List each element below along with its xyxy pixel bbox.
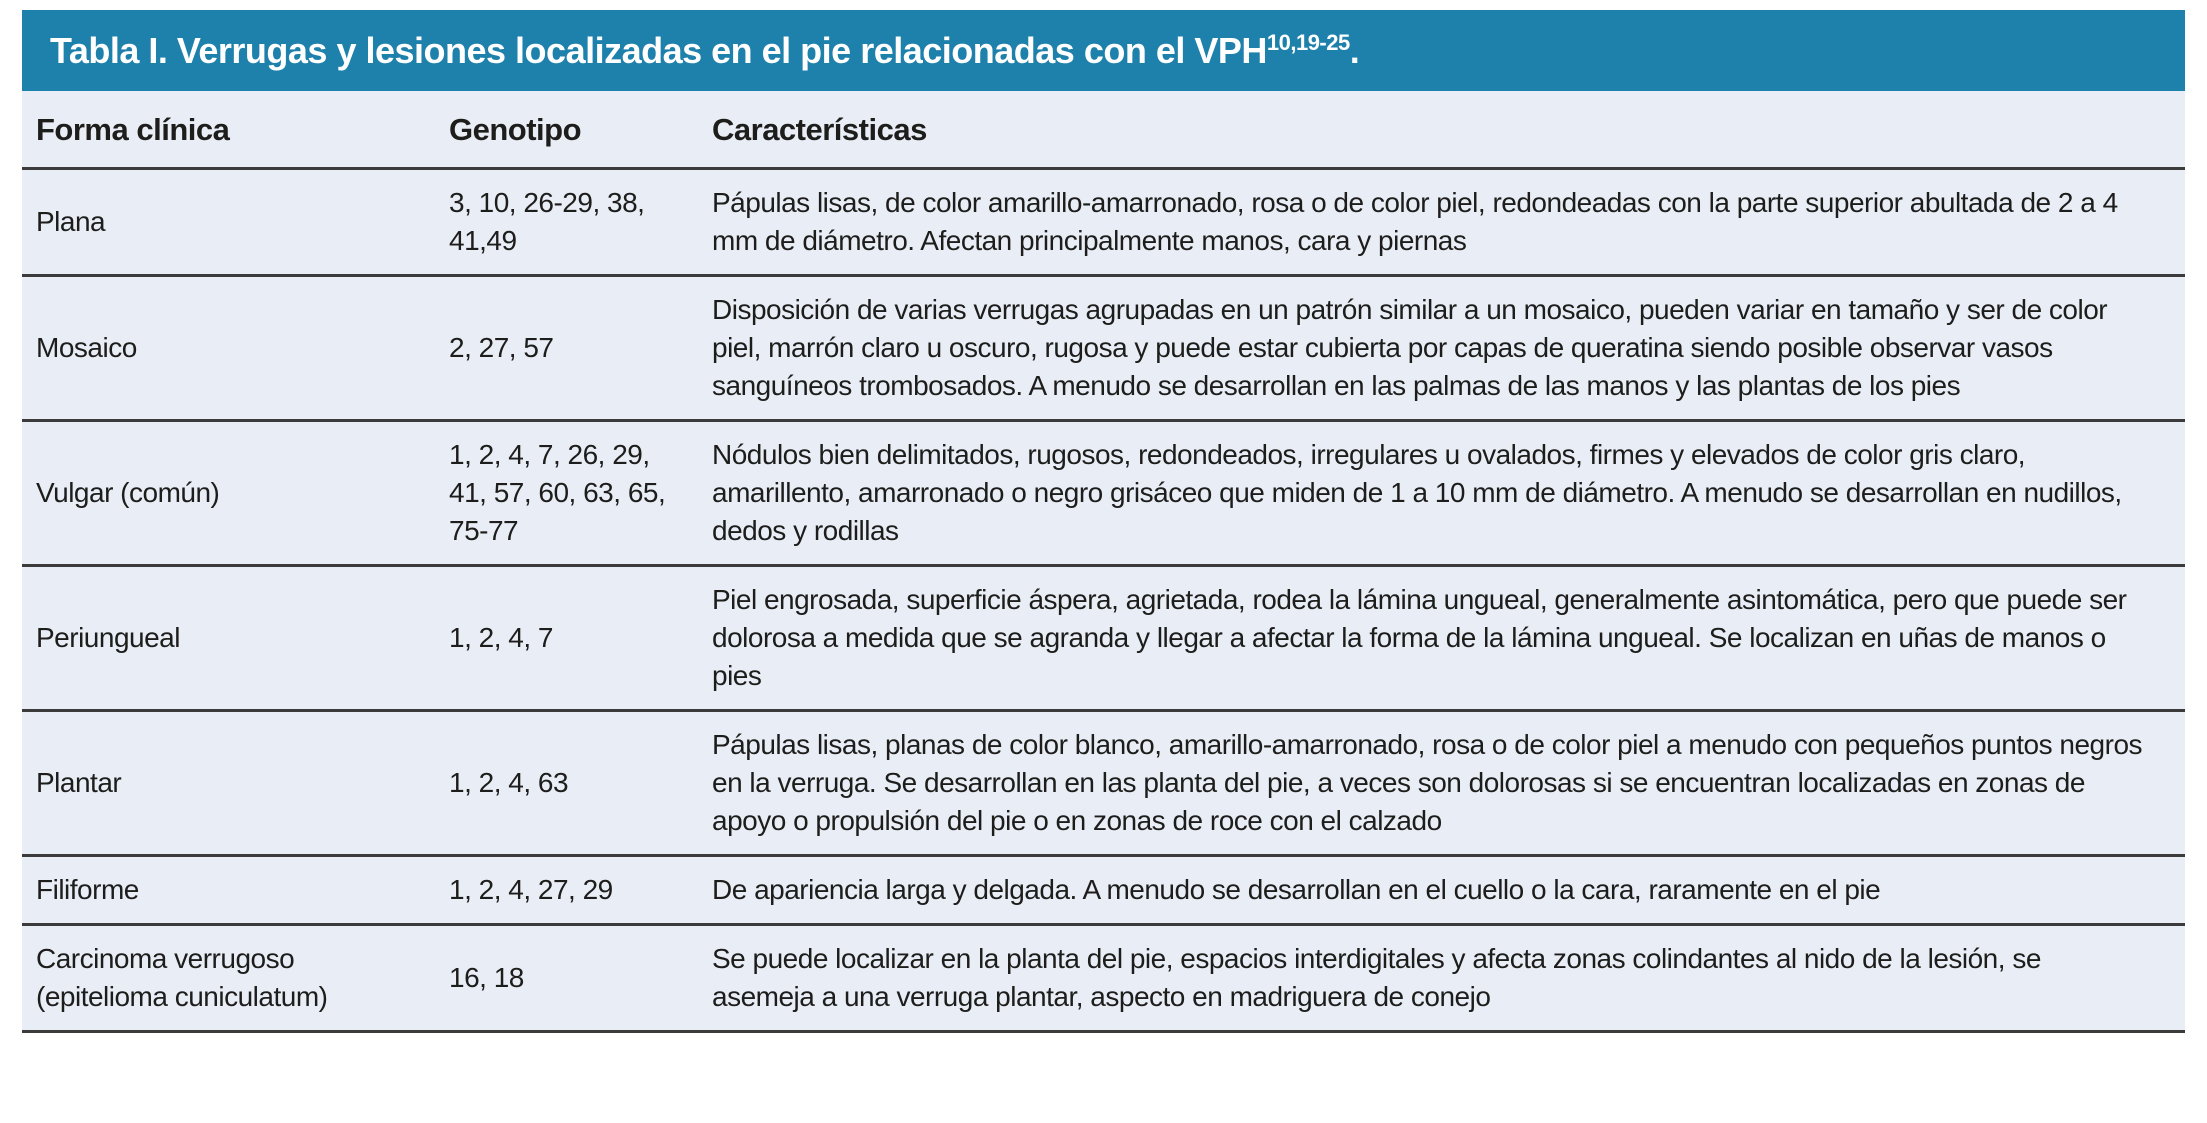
- column-header-genotipo: Genotipo: [449, 112, 582, 147]
- table-row: [22, 274, 2185, 419]
- table-row: [22, 419, 2185, 564]
- cell-genotipo: 1, 2, 4, 27, 29: [449, 874, 613, 905]
- cell-forma-clinica: Vulgar (común): [36, 477, 220, 508]
- table-title-text: Tabla I. Verrugas y lesiones localizadas en el pie relacionadas con el VPH: [50, 30, 1267, 71]
- cell-forma-clinica: Mosaico: [36, 332, 137, 363]
- cell-caracteristicas: Piel engrosada, superficie áspera, agrietada, rodea la lámina ungueal, generalmente asintomática, pero que puede ser dolorosa a medida que se agranda y llegar a afectar la forma de la lámina ungueal. Se localizan en uñas de manos o pies: [712, 584, 2127, 691]
- cell-genotipo: 1, 2, 4, 7, 26, 29, 41, 57, 60, 63, 65, 75-77: [449, 439, 666, 546]
- cell-forma-clinica: Filiforme: [36, 874, 139, 905]
- table-row: [22, 854, 2185, 923]
- table-title-reference-superscript: 10,19-25: [1266, 30, 1350, 55]
- cell-forma-clinica: Carcinoma verrugoso (epitelioma cuniculatum): [36, 943, 328, 1012]
- table-row: [22, 167, 2185, 274]
- cell-genotipo: 2, 27, 57: [449, 332, 554, 363]
- table-title-suffix: .: [1349, 30, 1360, 71]
- cell-caracteristicas: Nódulos bien delimitados, rugosos, redondeados, irregulares u ovalados, firmes y elevados de color gris claro, amarillento, amarronado o negro grisáceo que miden de 1 a 10 mm de diámetro. A menudo se desarrollan en nudillos, dedos y rodillas: [712, 439, 2122, 546]
- column-header-caracteristicas: Características: [712, 112, 927, 147]
- table-row: [22, 709, 2185, 854]
- cell-forma-clinica: Plantar: [36, 767, 122, 798]
- table-rows-container: [22, 167, 2185, 1030]
- cell-genotipo: 16, 18: [449, 962, 524, 993]
- cell-genotipo: 1, 2, 4, 7: [449, 622, 553, 653]
- column-header-forma-clinica: Forma clínica: [36, 112, 230, 147]
- cell-caracteristicas: Se puede localizar en la planta del pie, espacios interdigitales y afecta zonas colindantes al nido de la lesión, se asemeja a una verruga plantar, aspecto en madriguera de conejo: [712, 943, 2041, 1012]
- cell-caracteristicas: Disposición de varias verrugas agrupadas en un patrón similar a un mosaico, pueden variar en tamaño y ser de color piel, marrón claro u oscuro, rugosa y puede estar cubierta por capas de queratina siendo posible observar vasos sanguíneos trombosados. A menudo se desarrollan en las palmas de las manos y las plantas de los pies: [712, 294, 2108, 401]
- table-row: [22, 923, 2185, 1030]
- cell-caracteristicas: Pápulas lisas, de color amarillo-amarronado, rosa o de color piel, redondeadas con la parte superior abultada de 2 a 4 mm de diámetro. Afectan principalmente manos, cara y piernas: [712, 187, 2118, 256]
- table-body: [22, 91, 2185, 1033]
- table-header-row: [22, 91, 2185, 167]
- cell-genotipo: 1, 2, 4, 63: [449, 767, 569, 798]
- cell-caracteristicas: De apariencia larga y delgada. A menudo se desarrollan en el cuello o la cara, raramente en el pie: [712, 874, 1881, 905]
- cell-forma-clinica: Plana: [36, 206, 106, 237]
- cell-caracteristicas: Pápulas lisas, planas de color blanco, amarillo-amarronado, rosa o de color piel a menudo con pequeños puntos negros en la verruga. Se desarrollan en las planta del pie, a veces son dolorosas si se encuentran localizadas en zonas de apoyo o propulsión del pie o en zonas de roce con el calzado: [712, 729, 2143, 836]
- table-title-bar: [22, 10, 2185, 91]
- table-row: [22, 564, 2185, 709]
- vph-warts-table: [22, 10, 2185, 1033]
- cell-genotipo: 3, 10, 26-29, 38, 41,49: [449, 187, 645, 256]
- cell-forma-clinica: Periungueal: [36, 622, 180, 653]
